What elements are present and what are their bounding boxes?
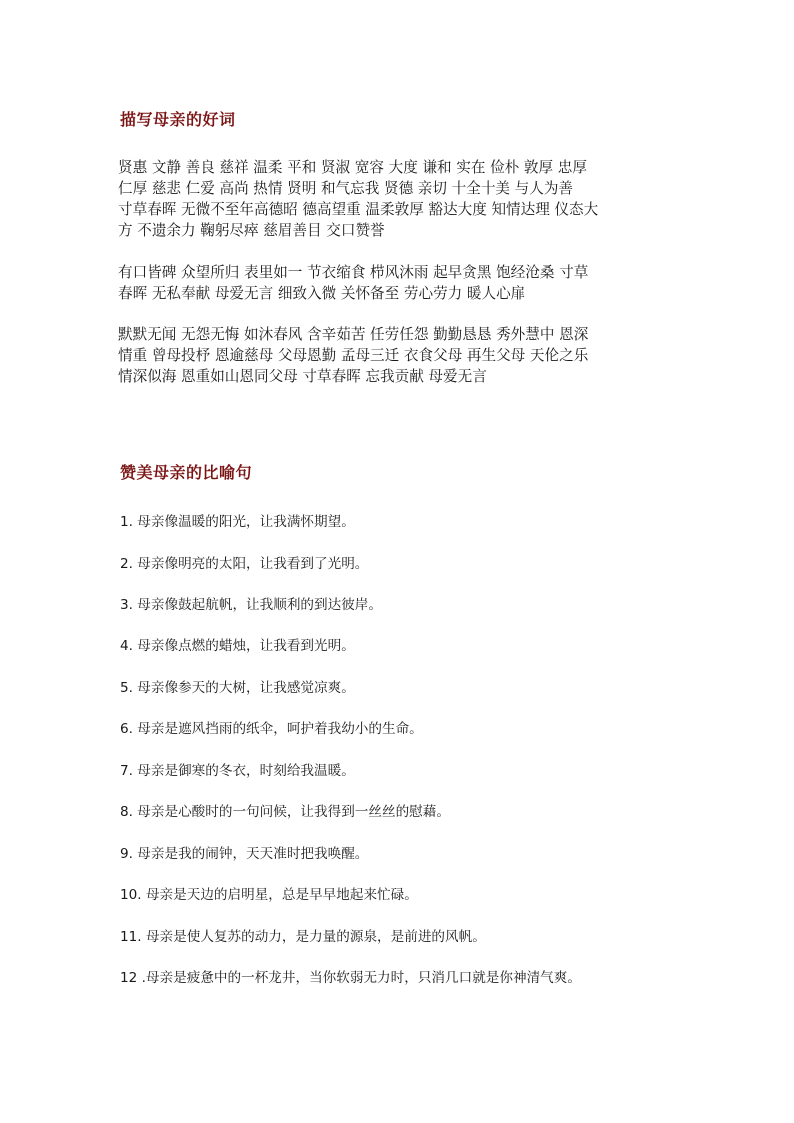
section-title-metaphors: 赞美母亲的比喻句 <box>120 463 253 482</box>
text-line: 仁厚 慈悲 仁爱 高尚 热情 贤明 和气忘我 贤德 亲切 十全十美 与人为善 <box>118 180 574 197</box>
section-title-words: 描写母亲的好词 <box>120 110 236 129</box>
metaphor-sentence: 7. 母亲是御寒的冬衣，时刻给我温暖。 <box>120 763 355 779</box>
text-line: 方 不遗余力 鞠躬尽瘁 慈眉善目 交口赞誉 <box>118 222 385 239</box>
text-line: 贤惠 文静 善良 慈祥 温柔 平和 贤淑 宽容 大度 谦和 实在 俭朴 敦厚 忠厚 <box>118 159 587 176</box>
metaphor-sentence: 4. 母亲像点燃的蜡烛，让我看到光明。 <box>120 638 355 654</box>
text-line: 情重 曾母投杼 恩逾慈母 父母恩勤 孟母三迁 衣食父母 再生父母 天伦之乐 <box>118 347 589 364</box>
metaphor-sentence: 3. 母亲像鼓起航帆，让我顺利的到达彼岸。 <box>120 597 382 613</box>
text-line: 寸草春晖 无微不至年高德昭 德高望重 温柔敦厚 豁达大度 知情达理 仪态大 <box>118 201 599 218</box>
text-line: 春晖 无私奉献 母爱无言 细致入微 关怀备至 劳心劳力 暖人心扉 <box>118 285 526 302</box>
word-list-paragraph-2 <box>118 262 678 304</box>
word-list-paragraph-3 <box>118 324 678 387</box>
metaphor-sentence: 12 .母亲是疲惫中的一杯龙井，当你软弱无力时，只消几口就是你神清气爽。 <box>120 970 581 986</box>
metaphor-sentence: 6. 母亲是遮风挡雨的纸伞，呵护着我幼小的生命。 <box>120 721 423 737</box>
metaphor-sentence: 2. 母亲像明亮的太阳，让我看到了光明。 <box>120 556 369 572</box>
text-line: 情深似海 恩重如山恩同父母 寸草春晖 忘我贡献 母爱无言 <box>118 368 487 385</box>
metaphor-sentence: 1. 母亲像温暖的阳光，让我满怀期望。 <box>120 514 355 530</box>
metaphor-sentence: 5. 母亲像参天的大树，让我感觉凉爽。 <box>120 680 355 696</box>
text-line: 默默无闻 无怨无悔 如沐春风 含辛茹苦 任劳任怨 勤勤恳恳 秀外慧中 恩深 <box>118 326 589 343</box>
text-line: 有口皆碑 众望所归 表里如一 节衣缩食 栉风沐雨 起早贪黑 饱经沧桑 寸草 <box>118 264 589 281</box>
metaphor-sentence: 10. 母亲是天边的启明星，总是早早地起来忙碌。 <box>120 887 418 903</box>
metaphor-sentence: 11. 母亲是使人复苏的动力，是力量的源泉，是前进的风帆。 <box>120 929 486 945</box>
word-list-paragraph-1 <box>118 157 678 241</box>
metaphor-sentence: 8. 母亲是心酸时的一句问候，让我得到一丝丝的慰藉。 <box>120 804 450 820</box>
metaphor-sentence: 9. 母亲是我的闹钟，天天准时把我唤醒。 <box>120 846 369 862</box>
